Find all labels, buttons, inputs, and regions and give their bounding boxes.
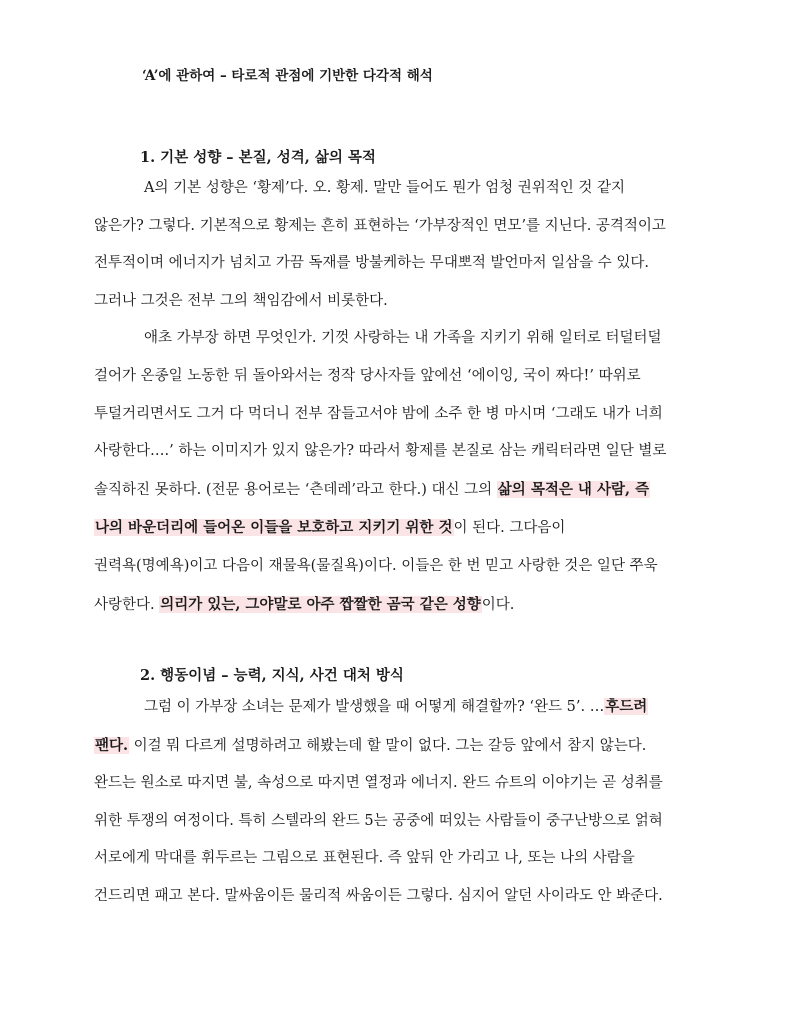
body-text-line xyxy=(94,245,704,283)
body-text: 투덜거리면서도 그거 다 먹더니 전부 잠들고서야 밤에 소주 한 병 마시며 ‘그래도 내가 너희 xyxy=(94,405,663,422)
body-text-line xyxy=(94,803,704,841)
body-text: 완드는 원소로 따지면 불, 속성으로 따지면 열정과 에너지. 완드 슈트의 이야기는 곧 성취를 xyxy=(94,775,663,792)
body-text-line xyxy=(94,396,704,434)
body-text-line xyxy=(94,509,704,548)
body-text-line xyxy=(94,170,704,208)
body-text: 걸어가 온종일 노동한 뒤 돌아와서는 정작 당사자들 앞에선 ‘에이잉, 국이 짜다!’ 따위로 xyxy=(94,367,641,384)
body-text: 않은가? 그렇다. 기본적으로 황제는 흔히 표현하는 ‘가부장적인 면모’를 지닌다. 공격적이고 xyxy=(94,217,666,234)
body-text: 솔직하진 못하다. (전문 용어로는 ‘츤데레’라고 한다.) 대신 그의 xyxy=(94,481,497,498)
body-text: A의 기본 성향은 ‘황제’다. 오. 황제. 말만 들어도 뭔가 엄청 권위적인 것 같지 xyxy=(144,180,626,196)
body-text-line xyxy=(94,283,704,321)
body-text-line xyxy=(94,878,704,916)
section-1-heading: 1. 기본 성향 – 본질, 성격, 삶의 목적 xyxy=(140,149,376,166)
body-text: 권력욕(명예욕)이고 다음이 재물욕(물질욕)이다. 이들은 한 번 믿고 사랑한 것은 일단 쭈욱 xyxy=(94,557,658,574)
body-text: 서로에게 막대를 휘두르는 그림으로 표현된다. 즉 앞뒤 안 가리고 나, 또는 나의 사람을 xyxy=(94,850,635,867)
body-text-line xyxy=(94,727,704,766)
body-text: 이걸 뭐 다르게 설명하려고 해봤는데 할 말이 없다. 그는 갈등 앞에서 참지 않는다. xyxy=(129,737,647,754)
highlighted-text: 후드려 xyxy=(605,698,648,715)
section-2-body xyxy=(94,688,704,916)
body-text: 위한 투쟁의 여정이다. 특히 스텔라의 완드 5는 공중에 떠있는 사람들이 중구난방으로 얽혀 xyxy=(94,812,663,829)
body-text: 전투적이며 에너지가 넘치고 가끔 독재를 방불케하는 무대뽀적 발언마저 일삼을 수 있다. xyxy=(94,255,649,272)
body-text: 이 된다. 그다음이 xyxy=(453,520,566,537)
body-text: 사랑한다….’ 하는 이미지가 있지 않은가? 따라서 황제를 본질로 삼는 캐릭터라면 일단 별로 xyxy=(94,443,667,460)
body-text: 애초 가부장 하면 무엇인가. 기껏 사랑하는 내 가족을 지키기 위해 일터로 터덜터덜 xyxy=(144,330,662,347)
body-text-line xyxy=(94,208,704,246)
body-text: 건드리면 패고 본다. 말싸움이든 물리적 싸움이든 그렇다. 심지어 알던 사이라도 안 봐준다. xyxy=(94,887,663,904)
section-1-body xyxy=(94,170,704,624)
highlighted-text: 팬다. xyxy=(95,736,129,754)
body-text-line xyxy=(94,433,704,471)
body-text-line xyxy=(94,765,704,803)
body-text-line xyxy=(94,548,704,586)
body-text: 그럼 이 가부장 소녀는 문제가 발생했을 때 어떻게 해결할까? ‘완드 5’. … xyxy=(144,699,605,715)
body-text-line xyxy=(94,471,704,510)
document-title: ‘A’에 관하여 – 타로적 관점에 기반한 다각적 해석 xyxy=(142,68,433,84)
body-text: 사랑한다. xyxy=(94,596,160,613)
body-text: 그러나 그것은 전부 그의 책임감에서 비롯한다. xyxy=(94,292,388,309)
body-text-line xyxy=(94,586,704,625)
body-text-line xyxy=(94,840,704,878)
highlighted-text: 삶의 목적은 내 사람, 즉 xyxy=(497,480,650,498)
body-text: 이다. xyxy=(481,596,515,613)
section-2-heading: 2. 행동이념 – 능력, 지식, 사건 대처 방식 xyxy=(140,667,404,684)
body-text-line xyxy=(94,320,704,358)
highlighted-text: 의리가 있는, 그야말로 아주 짭짤한 곰국 같은 성향 xyxy=(160,595,481,613)
body-text-line xyxy=(94,358,704,396)
body-text-line xyxy=(94,688,704,727)
highlighted-text: 나의 바운더리에 들어온 이들을 보호하고 지키기 위한 것 xyxy=(95,519,453,537)
